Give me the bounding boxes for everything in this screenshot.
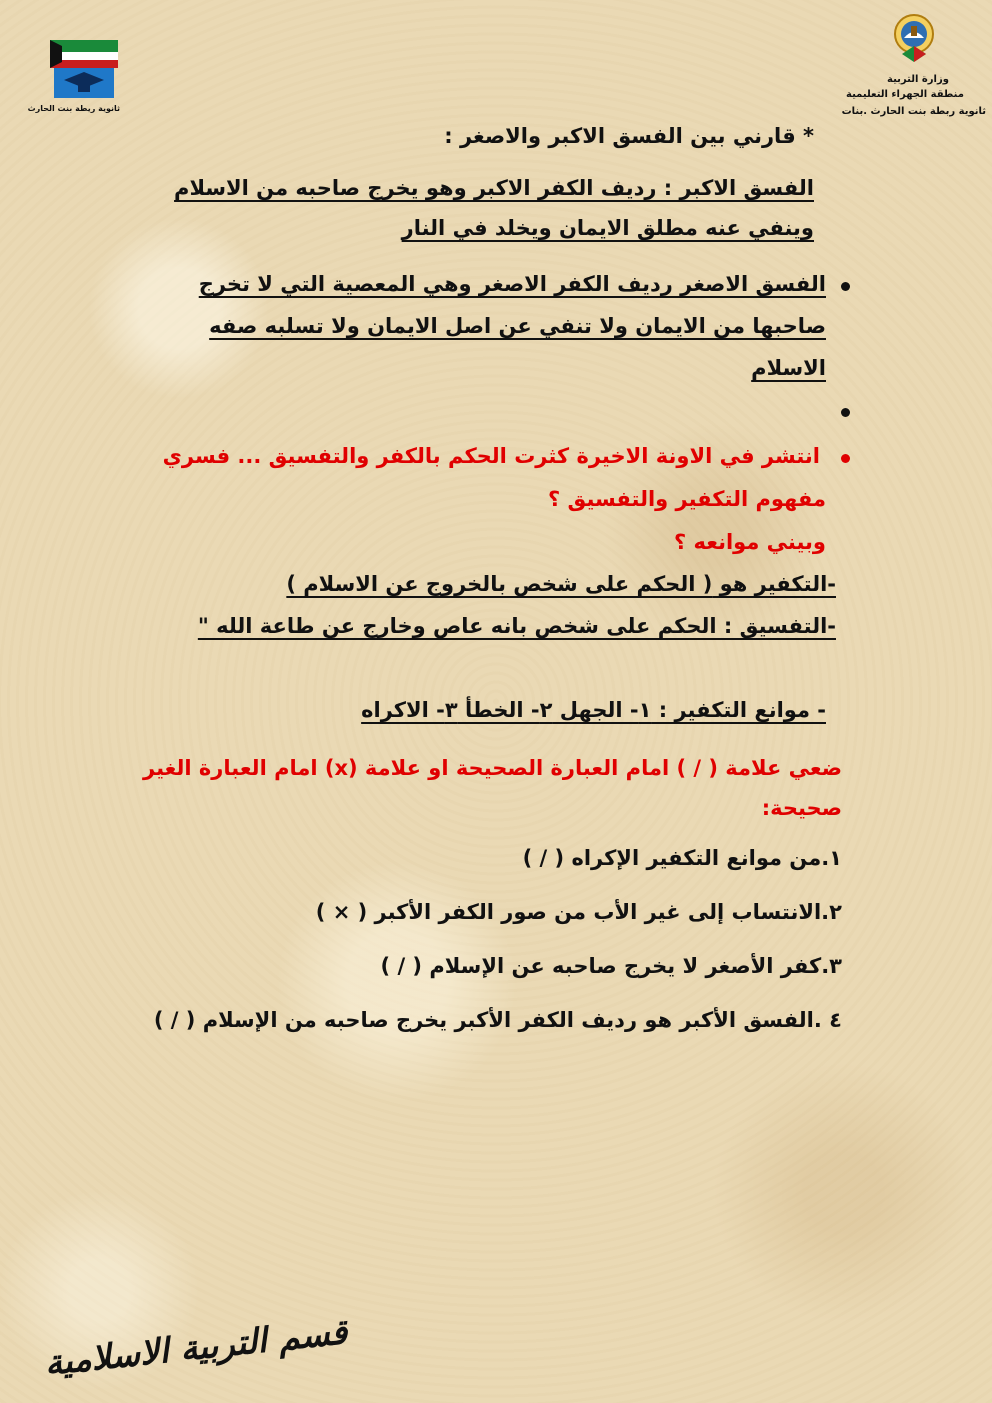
statement-item-3: ٣.كفر الأصغر لا يخرج صاحبه عن الإسلام ( / ) — [380, 954, 842, 978]
major-fisq-line-2: وينفي عنه مطلق الايمان ويخلد في النار — [401, 216, 814, 240]
minor-fisq-line-1: الفسق الاصغر رديف الكفر الاصغر وهي المعصية التي لا تخرج — [198, 272, 826, 296]
takfir-definition — [286, 572, 836, 596]
ministry-name: وزارة التربية — [887, 74, 949, 85]
school-logo-text: ثانوية ريطة بنت الحارث — [27, 104, 120, 113]
statement-item-4: ٤ .الفسق الأكبر هو رديف الكفر الأكبر يخرج صاحبه من الإسلام ( / ) — [153, 1008, 842, 1032]
question1-heading: * قارني بين الفسق الاكبر والاصغر : — [444, 124, 814, 148]
district-name: منطقة الجهراء التعليمية — [846, 89, 964, 100]
takfir-mawani: - موانع التكفير : ١- الجهل ٢- الخطأ ٣- الاكراه — [361, 698, 826, 722]
takfir-prefix: -التكفير هو — [712, 572, 836, 596]
school-name: ثانوية ربطة بنت الحارث .بنات — [841, 106, 986, 117]
statement-item-2: ٢.الانتساب إلى غير الأب من صور الكفر الأكبر ( × ) — [315, 900, 842, 924]
major-fisq-line-1: الفسق الاكبر : رديف الكفر الاكبر وهو يخرج صاحبه من الاسلام — [174, 176, 814, 200]
minor-fisq-line-2: صاحبها من الايمان ولا تنفي عن اصل الايمان ولا تسلبه صفه — [209, 314, 826, 338]
red-bullet-dot — [841, 454, 850, 463]
question2-line-3: وبيني موانعه ؟ — [674, 530, 826, 554]
kuwait-emblem-icon — [892, 12, 936, 64]
graduation-cap-logo-icon — [48, 38, 120, 100]
question2-line-2: مفهوم التكفير والتفسيق ؟ — [548, 487, 826, 511]
department-signature: قسم التربية الاسلامية — [42, 1312, 350, 1384]
statement-item-1: ١.من موانع التكفير الإكراه ( / ) — [522, 846, 842, 870]
question3-instruction-line-2: صحيحة: — [761, 796, 842, 820]
empty-bullet-dot — [841, 408, 850, 417]
question3-instruction-line-1: ضعي علامة ( / ) امام العبارة الصحيحة او علامة (x) امام العبارة الغير — [143, 756, 842, 780]
ministry-emblem — [892, 12, 936, 64]
tafsiq-definition: -التفسيق : الحكم على شخص بانه عاص وخارج عن طاعة الله " — [197, 614, 836, 638]
bullet-dot — [841, 282, 850, 291]
question2-line-1: انتشر في الاونة الاخيرة كثرت الحكم بالكفر والتفسيق ... فسري — [162, 444, 820, 468]
school-logo — [27, 38, 120, 116]
takfir-def-text: ( الحكم على شخص بالخروج عن الاسلام ) — [286, 572, 713, 596]
minor-fisq-line-3: الاسلام — [751, 356, 826, 380]
